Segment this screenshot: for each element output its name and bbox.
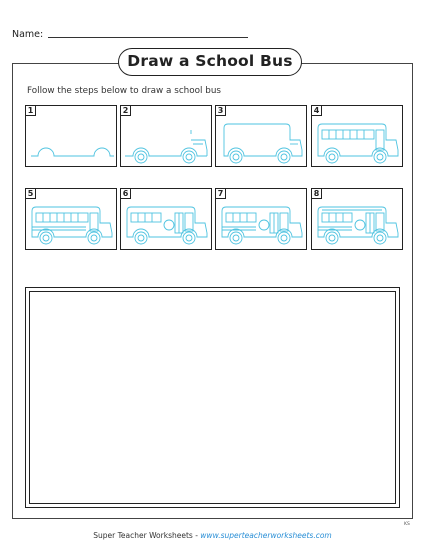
footer-brand: Super Teacher Worksheets - — [93, 531, 201, 540]
footer-url[interactable]: www.superteacherworksheets.com — [200, 531, 332, 540]
step-panel-5 — [25, 188, 117, 250]
step-panel-1 — [25, 105, 117, 167]
step-panel-3 — [215, 105, 307, 167]
step-number: 7 — [215, 188, 226, 199]
step-number: 6 — [120, 188, 131, 199]
footer — [0, 531, 425, 540]
step-number: 2 — [120, 105, 131, 116]
step-number: 1 — [25, 105, 36, 116]
step-4-drawing — [312, 106, 404, 168]
instructions: Follow the steps below to draw a school bus — [27, 86, 221, 96]
page-title: Draw a School Bus — [118, 48, 302, 76]
step-panel-7 — [215, 188, 307, 250]
step-number: 8 — [311, 188, 322, 199]
step-8-drawing — [312, 189, 404, 251]
corner-mark: KS — [404, 522, 410, 527]
step-number: 4 — [311, 105, 322, 116]
step-panel-6 — [120, 188, 212, 250]
drawing-area[interactable] — [25, 287, 400, 508]
step-1-drawing — [26, 106, 118, 168]
step-6-drawing — [121, 189, 213, 251]
step-number: 5 — [25, 188, 36, 199]
step-7-drawing — [216, 189, 308, 251]
step-5-drawing — [26, 189, 118, 251]
step-panel-8 — [311, 188, 403, 250]
name-line[interactable] — [48, 37, 248, 38]
step-panel-2 — [120, 105, 212, 167]
step-3-drawing — [216, 106, 308, 168]
step-number: 3 — [215, 105, 226, 116]
drawing-area-inner[interactable] — [29, 291, 396, 504]
step-panel-4 — [311, 105, 403, 167]
name-label: Name: — [12, 29, 44, 40]
step-2-drawing — [121, 106, 213, 168]
